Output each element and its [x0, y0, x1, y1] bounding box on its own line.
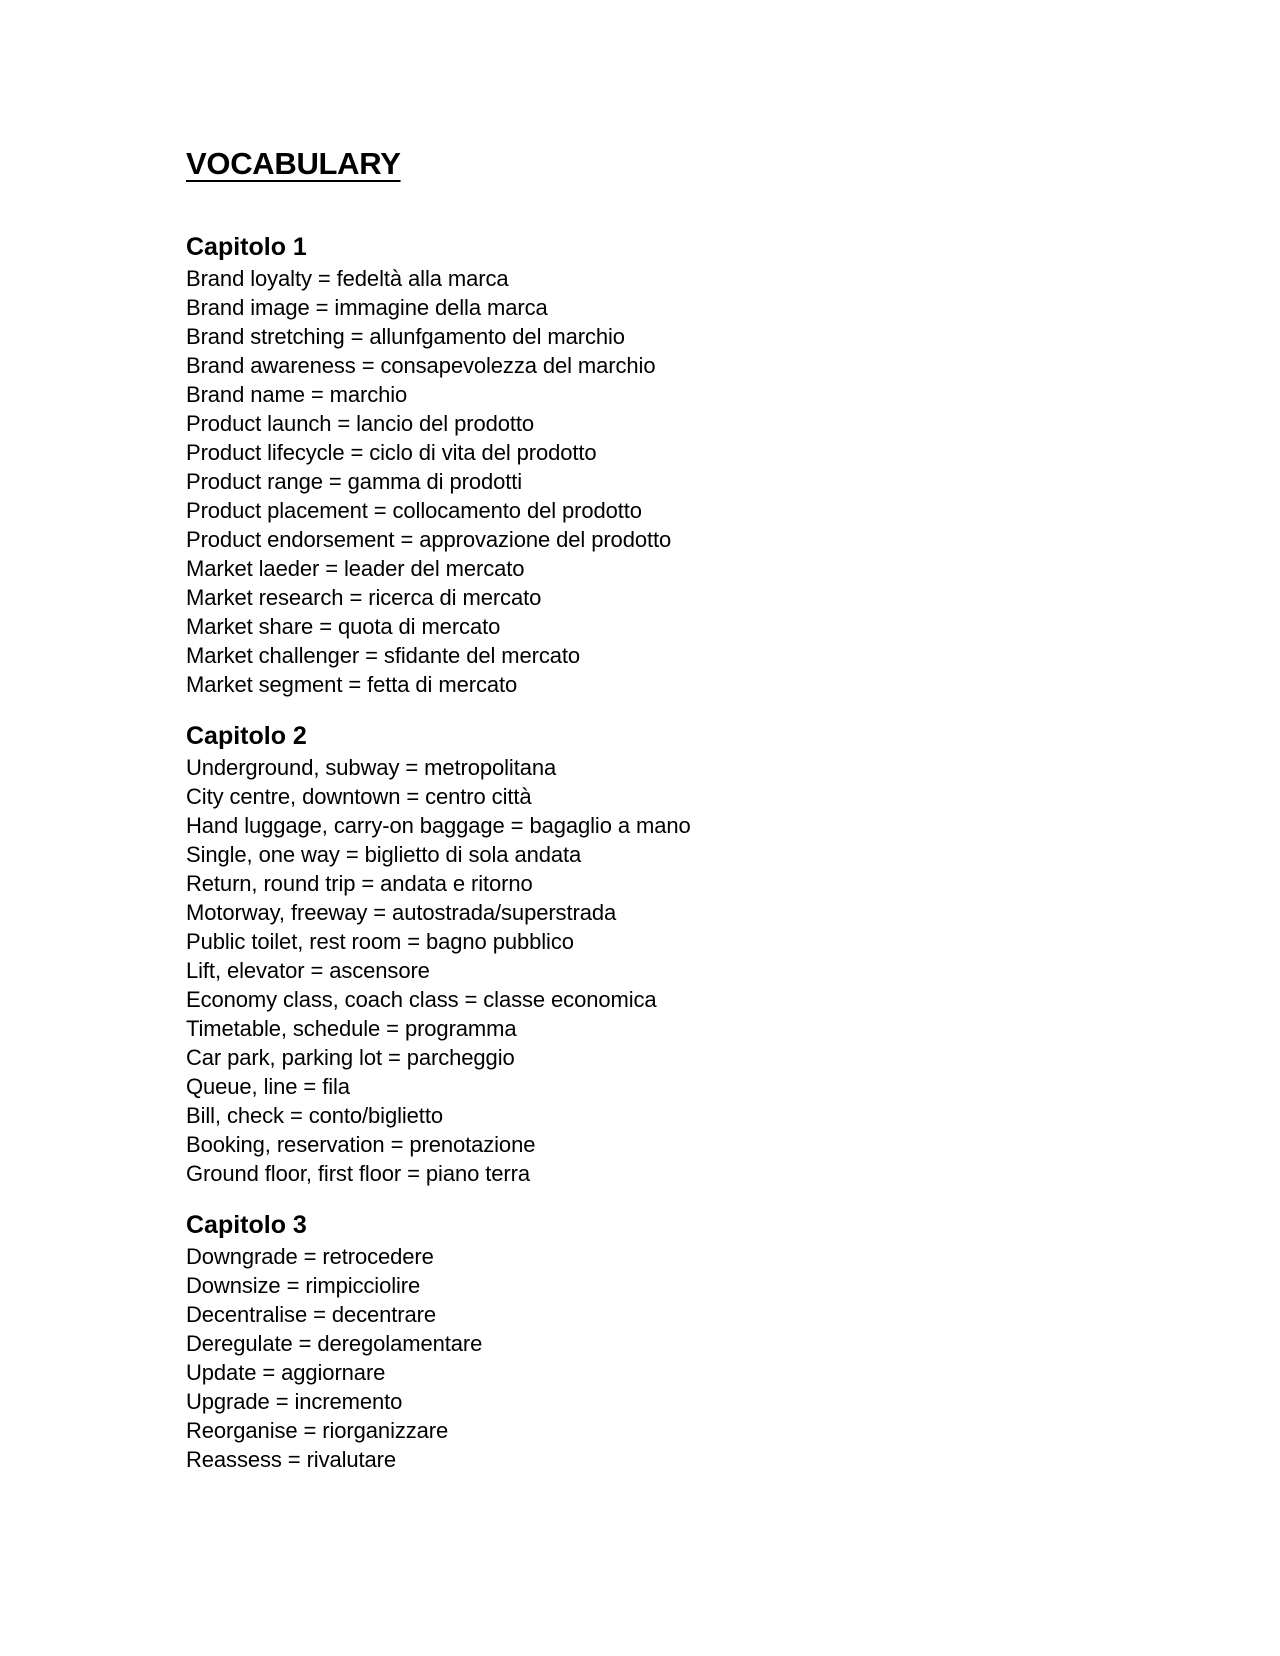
vocabulary-entry: Brand name = marchio [186, 382, 408, 407]
vocabulary-entry: Motorway, freeway = autostrada/superstrada [186, 900, 617, 925]
vocabulary-list [186, 753, 1186, 1188]
vocabulary-entry: Upgrade = incremento [186, 1389, 403, 1414]
vocabulary-entry: Reorganise = riorganizzare [186, 1418, 449, 1443]
vocabulary-entry: Return, round trip = andata e ritorno [186, 871, 533, 896]
vocabulary-entry: Reassess = rivalutare [186, 1447, 397, 1472]
vocabulary-entry: Product placement = collocamento del prodotto [186, 498, 642, 523]
vocabulary-entry: Booking, reservation = prenotazione [186, 1132, 536, 1157]
chapter-title: Capitolo 1 [186, 233, 307, 261]
vocabulary-entry: Underground, subway = metropolitana [186, 755, 557, 780]
vocabulary-entry: Bill, check = conto/biglietto [186, 1103, 443, 1128]
vocabulary-list [186, 1242, 1186, 1474]
vocabulary-entry: Economy class, coach class = classe economica [186, 987, 657, 1012]
chapter-title: Capitolo 2 [186, 722, 307, 750]
vocabulary-entry: Market challenger = sfidante del mercato [186, 643, 581, 668]
vocabulary-entry: Downgrade = retrocedere [186, 1244, 434, 1269]
vocabulary-entry: Brand image = immagine della marca [186, 295, 548, 320]
chapter-2 [186, 719, 1186, 1188]
vocabulary-entry: Decentralise = decentrare [186, 1302, 437, 1327]
vocabulary-entry: Product range = gamma di prodotti [186, 469, 523, 494]
vocabulary-entry: Queue, line = fila [186, 1074, 350, 1099]
vocabulary-entry: Single, one way = biglietto di sola andata [186, 842, 582, 867]
vocabulary-entry: Lift, elevator = ascensore [186, 958, 430, 983]
vocabulary-entry: Market laeder = leader del mercato [186, 556, 525, 581]
vocabulary-entry: Brand awareness = consapevolezza del marchio [186, 353, 656, 378]
vocabulary-entry: Ground floor, first floor = piano terra [186, 1161, 530, 1186]
chapter-1 [186, 230, 1186, 699]
chapter-title: Capitolo 3 [186, 1211, 307, 1239]
vocabulary-entry: Deregulate = deregolamentare [186, 1331, 483, 1356]
vocabulary-entry: Product launch = lancio del prodotto [186, 411, 535, 436]
vocabulary-entry: Downsize = rimpicciolire [186, 1273, 421, 1298]
vocabulary-entry: Hand luggage, carry-on baggage = bagaglio a mano [186, 813, 691, 838]
chapter-3 [186, 1208, 1186, 1474]
vocabulary-entry: Market research = ricerca di mercato [186, 585, 542, 610]
document-page [186, 140, 1186, 1494]
vocabulary-entry: Product endorsement = approvazione del prodotto [186, 527, 672, 552]
vocabulary-entry: Market share = quota di mercato [186, 614, 501, 639]
vocabulary-entry: Market segment = fetta di mercato [186, 672, 518, 697]
vocabulary-entry: Brand loyalty = fedeltà alla marca [186, 266, 509, 291]
vocabulary-entry: Brand stretching = allunfgamento del marchio [186, 324, 625, 349]
vocabulary-list [186, 264, 1186, 699]
vocabulary-entry: Product lifecycle = ciclo di vita del prodotto [186, 440, 597, 465]
vocabulary-entry: City centre, downtown = centro città [186, 784, 532, 809]
vocabulary-entry: Timetable, schedule = programma [186, 1016, 517, 1041]
document-title: VOCABULARY [186, 146, 401, 181]
vocabulary-entry: Car park, parking lot = parcheggio [186, 1045, 515, 1070]
vocabulary-entry: Update = aggiornare [186, 1360, 386, 1385]
vocabulary-entry: Public toilet, rest room = bagno pubblico [186, 929, 574, 954]
